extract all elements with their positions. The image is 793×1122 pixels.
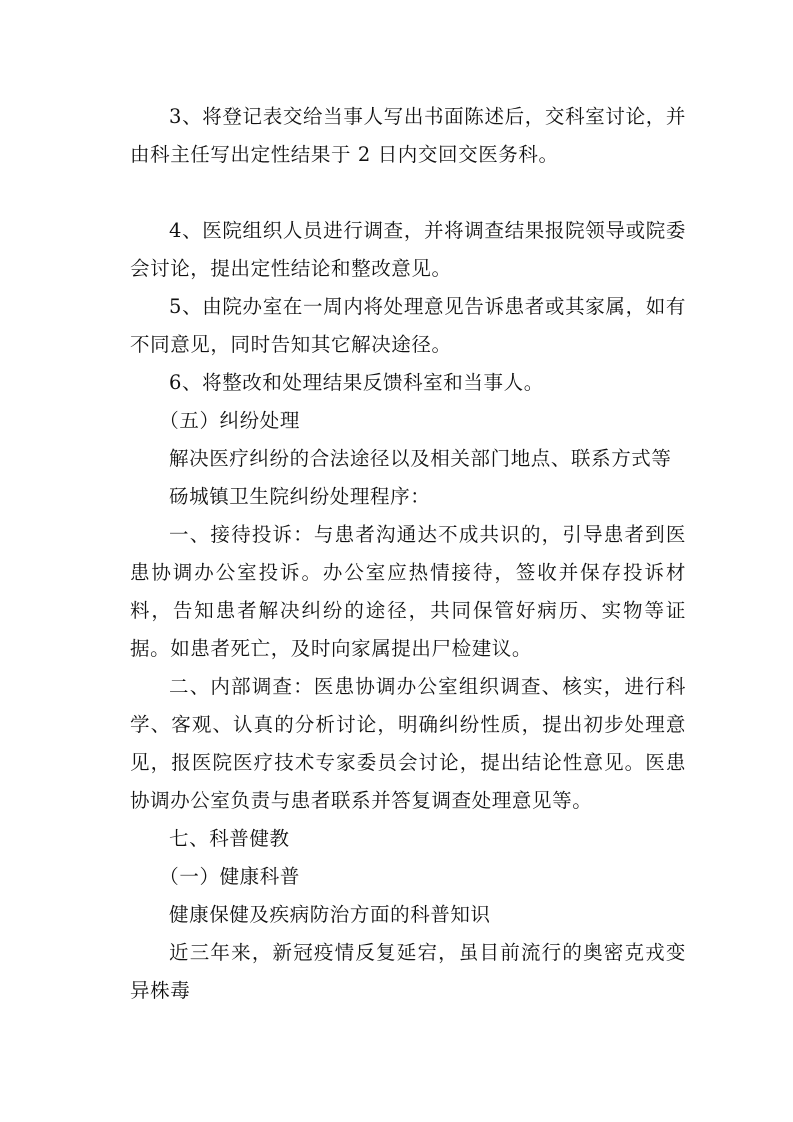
paragraph-health-knowledge: 健康保健及疾病防治方面的科普知识 <box>169 903 491 926</box>
section-heading-education: 七、科普健教 <box>169 827 290 850</box>
paragraph-internal-investigation: 二、内部调查：医患协调办公室组织调查、核实，进行科学、客观、认真的分析讨论，明确纠纷性质，提出初步处理意见，报医院医疗技术专家委员会讨论，提出结论性意见。医患协调办公室负责与患者联系并答复调查处理意见等。 <box>130 675 686 812</box>
paragraph-complaint-reception: 一、接待投诉：与患者沟通达不成共识的，引导患者到医患协调办公室投诉。办公室应热情接待，签收并保存投诉材料，告知患者解决纠纷的途径，共同保管好病历、实物等证据。如患者死亡，及时向家属提出尸检建议。 <box>130 523 686 660</box>
paragraph-step-3: 3、将登记表交给当事人写出书面陈述后，交科室讨论，并由科主任写出定性结果于 2 日内交回交医务科。 <box>130 105 686 166</box>
section-heading-dispute: （五）纠纷处理 <box>159 409 300 432</box>
paragraph-step-6: 6、将整改和处理结果反馈科室和当事人。 <box>169 371 544 394</box>
paragraph-procedure-title: 砀城镇卫生院纠纷处理程序： <box>169 485 431 508</box>
paragraph-step-5: 5、由院办室在一周内将处理意见告诉患者或其家属，如有不同意见，同时告知其它解决途径。 <box>130 295 686 356</box>
paragraph-covid-intro: 近三年来，新冠疫情反复延宕，虽目前流行的奥密克戎变异株毒 <box>130 941 686 1002</box>
section-heading-health-science: （一）健康科普 <box>159 865 300 888</box>
paragraph-legal-channels: 解决医疗纠纷的合法途径以及相关部门地点、联系方式等 <box>169 447 672 470</box>
paragraph-step-4: 4、医院组织人员进行调查，并将调查结果报院领导或院委会讨论，提出定性结论和整改意见。 <box>130 219 686 280</box>
